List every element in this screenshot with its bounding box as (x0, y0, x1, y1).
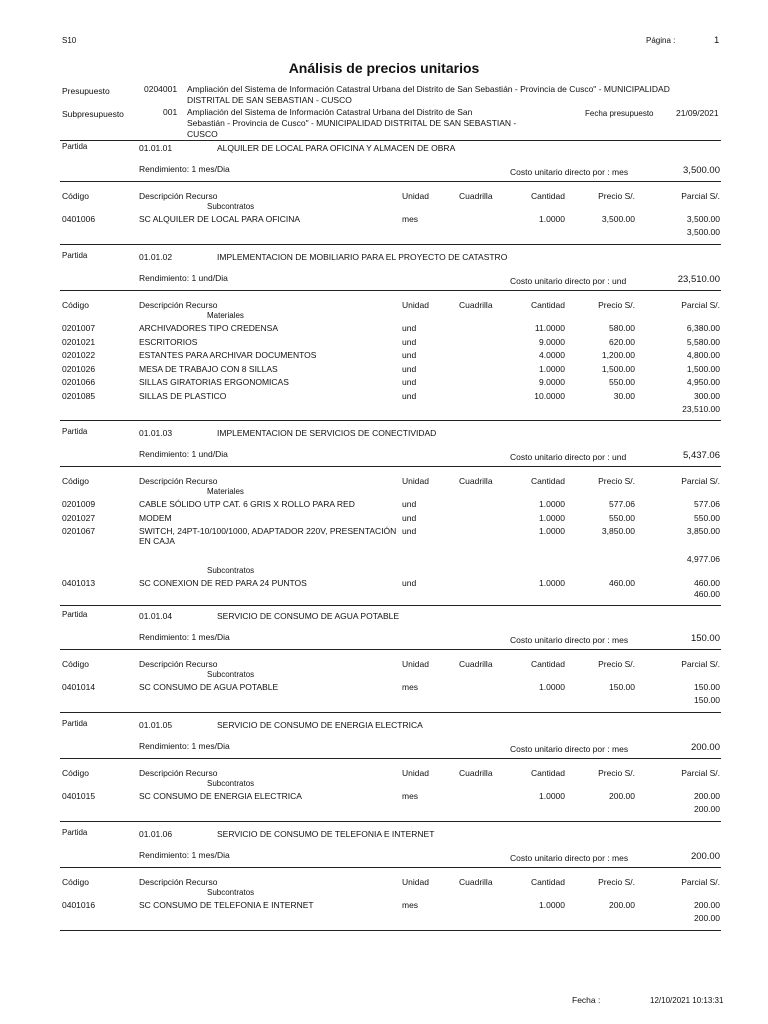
partida-label: Partida (62, 610, 88, 619)
partida-rendimiento: Rendimiento: 1 mes/Dia (139, 632, 230, 642)
partida-divider (60, 605, 721, 606)
row-codigo: 0201067 (62, 526, 96, 536)
row-parcial: 577.06 (694, 499, 720, 509)
page-label: Página : (646, 36, 676, 45)
col-codigo: Código (62, 877, 89, 887)
presupuesto-desc-2: DISTRITAL DE SAN SEBASTIAN - CUSCO (187, 95, 352, 105)
col-codigo: Código (62, 476, 89, 486)
partida-title: SERVICIO DE CONSUMO DE AGUA POTABLE (217, 611, 400, 621)
row-unidad: und (402, 526, 417, 536)
col-codigo: Código (62, 300, 89, 310)
system-code: S10 (62, 36, 77, 45)
row-descripcion: SC CONEXION DE RED PARA 24 PUNTOS (139, 577, 307, 588)
row-cantidad: 11.0000 (534, 323, 565, 333)
col-parcial: Parcial S/. (681, 191, 720, 201)
partida-label: Partida (62, 828, 88, 837)
col-descripcion: Descripción Recurso (139, 768, 218, 778)
partida-divider (60, 420, 721, 421)
subtotal: 4,977.06 (686, 553, 720, 564)
subtotal: 150.00 (694, 695, 720, 705)
partida-section (0, 427, 768, 599)
row-unidad: mes (402, 791, 419, 801)
subpresupuesto-desc-3: CUSCO (187, 129, 218, 139)
col-codigo: Código (62, 659, 89, 669)
col-cantidad: Cantidad (530, 659, 565, 669)
partida-label: Partida (62, 719, 88, 728)
row-parcial: 200.00 (694, 900, 720, 910)
col-parcial: Parcial S/. (681, 300, 720, 310)
partida-code: 01.01.02 (139, 252, 173, 262)
partida-rendimiento: Rendimiento: 1 und/Dia (139, 273, 228, 283)
costo-divider (60, 466, 721, 467)
col-descripcion: Descripción Recurso (139, 659, 218, 669)
row-unidad: und (402, 390, 417, 401)
presupuesto-code: 0204001 (144, 84, 178, 94)
row-parcial: 3,500.00 (686, 214, 720, 224)
fecha-presupuesto: 21/09/2021 (676, 108, 719, 118)
row-descripcion: SC CONSUMO DE TELEFONIA E INTERNET (139, 900, 314, 910)
row-codigo: 0201085 (62, 390, 96, 401)
row-descripcion: ESTANTES PARA ARCHIVAR DOCUMENTOS (139, 350, 317, 360)
partida-code: 01.01.06 (139, 829, 173, 839)
row-cantidad: 9.0000 (539, 336, 565, 347)
partida-divider (60, 712, 721, 713)
row-descripcion: SC CONSUMO DE ENERGIA ELECTRICA (139, 791, 302, 801)
row-precio: 460.00 (609, 577, 635, 588)
partida-code: 01.01.01 (139, 143, 173, 153)
group-label: Materiales (207, 311, 244, 320)
row-codigo: 0201007 (62, 323, 96, 333)
row-precio: 550.00 (609, 512, 635, 523)
subtotal: 23,510.00 (682, 403, 720, 414)
subpresupuesto-code: 001 (163, 107, 178, 117)
subtotal: 200.00 (694, 913, 720, 923)
row-unidad: mes (402, 900, 419, 910)
partida-section (0, 142, 768, 252)
subtotal: 3,500.00 (686, 227, 720, 237)
row-precio: 30.00 (613, 390, 635, 401)
col-codigo: Código (62, 768, 89, 778)
partida-divider (60, 930, 721, 931)
row-parcial: 300.00 (694, 390, 720, 401)
row-unidad: und (402, 512, 417, 523)
row-descripcion: MODEM (139, 512, 172, 523)
group-label: Subcontratos (207, 565, 255, 575)
costo-divider (60, 290, 721, 291)
partida-title: IMPLEMENTACION DE MOBILIARIO PARA EL PROYECTO DE CATASTRO (217, 252, 508, 262)
row-precio: 1,200.00 (601, 350, 635, 360)
col-precio: Precio S/. (598, 768, 635, 778)
group-label: Subcontratos (207, 888, 255, 897)
col-cuadrilla: Cuadrilla (459, 768, 493, 778)
row-cantidad: 1.0000 (539, 363, 565, 374)
partida-section (0, 719, 768, 829)
col-descripcion: Descripción Recurso (139, 300, 218, 310)
col-cuadrilla: Cuadrilla (459, 300, 493, 310)
row-unidad: und (402, 577, 417, 588)
partida-section (0, 828, 768, 938)
group-label: Materiales (207, 487, 244, 496)
partida-title: SERVICIO DE CONSUMO DE TELEFONIA E INTERNET (217, 829, 435, 839)
row-parcial: 550.00 (694, 512, 720, 523)
col-descripcion: Descripción Recurso (139, 877, 218, 887)
row-cantidad: 1.0000 (539, 577, 565, 588)
col-precio: Precio S/. (598, 476, 635, 486)
presupuesto-label: Presupuesto (62, 86, 110, 96)
row-descripcion: ESCRITORIOS (139, 336, 198, 347)
row-codigo: 0401015 (62, 791, 96, 801)
footer-fecha: 12/10/2021 10:13:31 (650, 996, 724, 1005)
col-parcial: Parcial S/. (681, 877, 720, 887)
partida-title: IMPLEMENTACION DE SERVICIOS DE CONECTIVIDAD (217, 428, 437, 438)
costo-label: Costo unitario directo por : und (510, 276, 627, 286)
row-unidad: und (402, 336, 417, 347)
partida-section (0, 251, 768, 414)
row-unidad: und (402, 323, 417, 333)
partida-code: 01.01.05 (139, 720, 173, 730)
row-cantidad: 10.0000 (534, 390, 565, 401)
costo-value: 23,510.00 (677, 274, 720, 285)
subpresupuesto-desc-1: Ampliación del Sistema de Información Catastral Urbana del Distrito de San (187, 107, 473, 117)
row-unidad: und (402, 350, 417, 360)
subpresupuesto-desc-2: Sebastián - Provincia de Cusco" - MUNICIPALIDAD DISTRITAL DE SAN SEBASTIAN - (187, 118, 517, 128)
row-descripcion: ARCHIVADORES TIPO CREDENSA (139, 323, 279, 333)
row-descripcion: SC CONSUMO DE AGUA POTABLE (139, 682, 279, 692)
row-codigo: 0401014 (62, 682, 96, 692)
row-unidad: mes (402, 214, 419, 224)
col-descripcion: Descripción Recurso (139, 476, 218, 486)
col-precio: Precio S/. (598, 191, 635, 201)
footer-fecha-label: Fecha : (572, 995, 601, 1005)
col-precio: Precio S/. (598, 300, 635, 310)
page-number: 1 (714, 35, 720, 46)
header-divider (60, 140, 721, 141)
partida-label: Partida (62, 251, 88, 260)
row-cantidad: 9.0000 (539, 377, 565, 387)
col-cantidad: Cantidad (530, 768, 565, 778)
col-codigo: Código (62, 191, 89, 201)
row-codigo: 0201022 (62, 350, 96, 360)
row-precio: 550.00 (609, 377, 635, 387)
costo-value: 150.00 (690, 633, 720, 644)
partida-divider (60, 821, 721, 822)
costo-divider (60, 181, 721, 182)
row-precio: 580.00 (609, 323, 635, 333)
row-parcial: 3,850.00 (686, 526, 720, 536)
costo-label: Costo unitario directo por : mes (510, 167, 629, 177)
row-unidad: und (402, 363, 417, 374)
row-parcial: 150.00 (694, 682, 720, 692)
partida-title: SERVICIO DE CONSUMO DE ENERGIA ELECTRICA (217, 720, 423, 730)
subtotal: 460.00 (694, 589, 720, 599)
row-codigo: 0201026 (62, 363, 96, 374)
row-cantidad: 1.0000 (539, 499, 565, 509)
col-parcial: Parcial S/. (681, 768, 720, 778)
row-descripcion: SILLAS DE PLASTICO (139, 390, 227, 401)
row-parcial: 460.00 (694, 577, 720, 588)
row-descripcion-cont: EN CAJA (139, 536, 175, 546)
row-codigo: 0401016 (62, 900, 96, 910)
row-parcial: 4,800.00 (686, 350, 720, 360)
partida-section (0, 610, 768, 720)
group-label: Subcontratos (207, 779, 255, 788)
col-unidad: Unidad (402, 659, 429, 669)
col-cantidad: Cantidad (530, 300, 565, 310)
costo-divider (60, 758, 721, 759)
row-cantidad: 1.0000 (539, 214, 565, 224)
partida-code: 01.01.04 (139, 611, 173, 621)
page-title: Análisis de precios unitarios (288, 60, 480, 76)
col-unidad: Unidad (402, 191, 429, 201)
col-unidad: Unidad (402, 476, 429, 486)
costo-value: 200.00 (690, 851, 720, 862)
col-parcial: Parcial S/. (681, 659, 720, 669)
row-cantidad: 4.0000 (539, 350, 565, 360)
subtotal: 200.00 (694, 804, 720, 814)
costo-divider (60, 649, 721, 650)
row-precio: 3,500.00 (601, 214, 635, 224)
col-unidad: Unidad (402, 300, 429, 310)
row-descripcion: MESA DE TRABAJO CON 8 SILLAS (139, 363, 278, 374)
costo-value: 5,437.06 (683, 450, 720, 461)
presupuesto-desc-1: Ampliación del Sistema de Información Catastral Urbana del Distrito de San Sebastián - Provincia de Cusco" - MUNICIPALIDAD (187, 84, 670, 94)
partida-rendimiento: Rendimiento: 1 mes/Dia (139, 850, 230, 860)
costo-value: 200.00 (690, 742, 720, 753)
col-unidad: Unidad (402, 768, 429, 778)
partida-rendimiento: Rendimiento: 1 mes/Dia (139, 164, 230, 174)
row-descripcion: CABLE SÓLIDO UTP CAT. 6 GRIS X ROLLO PARA RED (139, 499, 355, 509)
row-cantidad: 1.0000 (539, 512, 565, 523)
col-cantidad: Cantidad (530, 476, 565, 486)
fecha-presupuesto-label: Fecha presupuesto (585, 109, 654, 118)
row-codigo: 0401013 (62, 577, 96, 588)
row-parcial: 6,380.00 (686, 323, 720, 333)
partida-label: Partida (62, 427, 88, 436)
row-cantidad: 1.0000 (539, 791, 565, 801)
costo-divider (60, 867, 721, 868)
col-precio: Precio S/. (598, 877, 635, 887)
row-precio: 577.06 (609, 499, 635, 509)
group-label: Subcontratos (207, 202, 255, 211)
row-descripcion: SC ALQUILER DE LOCAL PARA OFICINA (139, 214, 301, 224)
row-precio: 620.00 (609, 336, 635, 347)
col-cantidad: Cantidad (530, 191, 565, 201)
row-precio: 200.00 (609, 791, 635, 801)
costo-label: Costo unitario directo por : und (510, 452, 627, 462)
col-precio: Precio S/. (598, 659, 635, 669)
col-unidad: Unidad (402, 877, 429, 887)
col-cuadrilla: Cuadrilla (459, 191, 493, 201)
subpresupuesto-label: Subpresupuesto (62, 109, 124, 119)
row-cantidad: 1.0000 (539, 682, 565, 692)
row-cantidad: 1.0000 (539, 526, 565, 536)
row-unidad: mes (402, 682, 419, 692)
row-descripcion: SWITCH, 24PT-10/100/1000, ADAPTADOR 220V, PRESENTACIÓN (139, 526, 397, 536)
row-codigo: 0201009 (62, 499, 96, 509)
row-unidad: und (402, 499, 417, 509)
col-cantidad: Cantidad (530, 877, 565, 887)
row-cantidad: 1.0000 (539, 900, 565, 910)
partida-divider (60, 244, 721, 245)
row-descripcion: SILLAS GIRATORIAS ERGONOMICAS (139, 377, 289, 387)
row-parcial: 4,950.00 (686, 377, 720, 387)
row-codigo: 0201066 (62, 377, 96, 387)
costo-label: Costo unitario directo por : mes (510, 635, 629, 645)
row-parcial: 200.00 (694, 791, 720, 801)
row-codigo: 0201027 (62, 512, 96, 523)
col-cuadrilla: Cuadrilla (459, 659, 493, 669)
row-precio: 3,850.00 (601, 526, 635, 536)
row-unidad: und (402, 377, 417, 387)
col-cuadrilla: Cuadrilla (459, 877, 493, 887)
col-cuadrilla: Cuadrilla (459, 476, 493, 486)
partida-rendimiento: Rendimiento: 1 und/Dia (139, 449, 228, 459)
partida-title: ALQUILER DE LOCAL PARA OFICINA Y ALMACEN DE OBRA (217, 143, 456, 153)
costo-value: 3,500.00 (683, 165, 720, 176)
row-precio: 1,500.00 (601, 363, 635, 374)
col-descripcion: Descripción Recurso (139, 191, 218, 201)
partida-code: 01.01.03 (139, 428, 173, 438)
col-parcial: Parcial S/. (681, 476, 720, 486)
costo-label: Costo unitario directo por : mes (510, 853, 629, 863)
row-parcial: 5,580.00 (686, 336, 720, 347)
costo-label: Costo unitario directo por : mes (510, 744, 629, 754)
row-parcial: 1,500.00 (686, 363, 720, 374)
row-precio: 200.00 (609, 900, 635, 910)
row-codigo: 0201021 (62, 336, 96, 347)
group-label: Subcontratos (207, 670, 255, 679)
row-codigo: 0401006 (62, 214, 96, 224)
row-precio: 150.00 (609, 682, 635, 692)
partida-label: Partida (62, 142, 88, 151)
partida-rendimiento: Rendimiento: 1 mes/Dia (139, 741, 230, 751)
